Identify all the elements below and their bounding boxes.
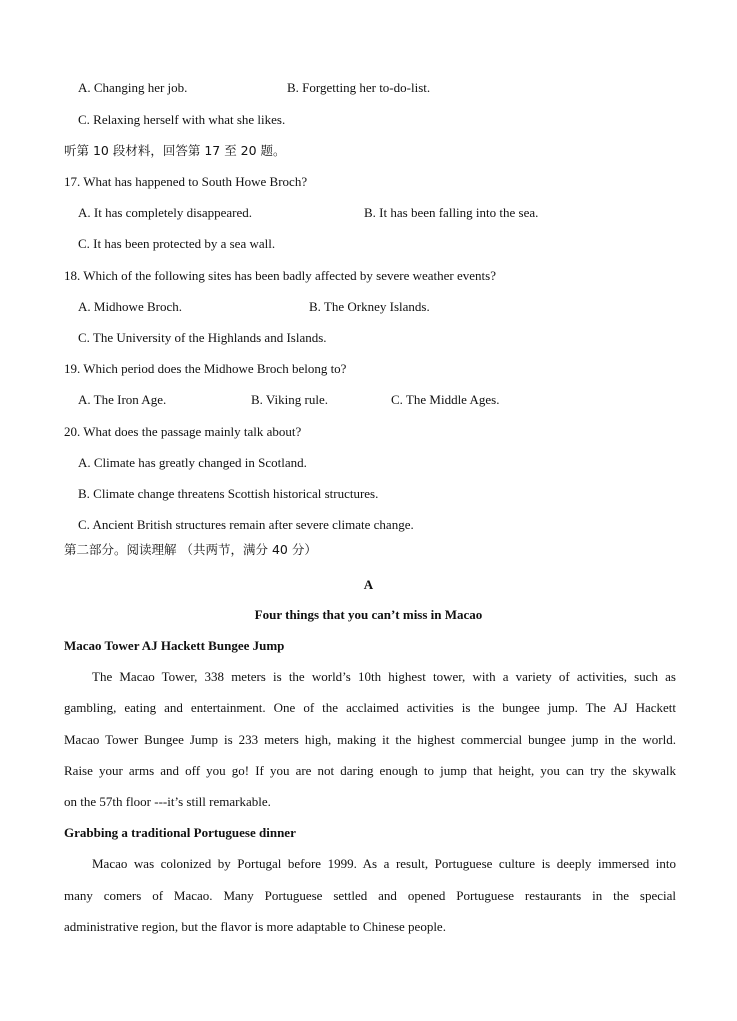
q18-option-a: A. Midhowe Broch.	[78, 299, 182, 314]
q19-stem: 19. Which period does the Midhowe Broch belong to?	[64, 361, 347, 376]
paragraph-line: Macao was colonized by Portugal before 1999. As a result, Portuguese culture is deeply immersed into	[92, 856, 676, 871]
section-heading-bungee: Macao Tower AJ Hackett Bungee Jump	[64, 638, 285, 653]
q20-stem: 20. What does the passage mainly talk about?	[64, 424, 302, 439]
q19-option-a: A. The Iron Age.	[78, 392, 167, 407]
q17-option-b: B. It has been falling into the sea.	[364, 205, 539, 220]
paragraph-line: many comers of Macao. Many Portuguese settled and opened Portuguese restaurants in the special	[64, 888, 676, 903]
q16-option-a: A. Changing her job.	[78, 80, 188, 95]
q19-option-c: C. The Middle Ages.	[391, 392, 500, 407]
q20-option-c: C. Ancient British structures remain after severe climate change.	[78, 517, 414, 532]
q19-option-b: B. Viking rule.	[251, 392, 328, 407]
paragraph-line: administrative region, but the flavor is more adaptable to Chinese people.	[64, 919, 446, 934]
q20-option-a: A. Climate has greatly changed in Scotland.	[78, 455, 307, 470]
q18-stem: 18. Which of the following sites has been badly affected by severe weather events?	[64, 268, 496, 283]
part-2-heading: 第二部分。阅读理解 （共两节，满分 40 分）	[64, 542, 317, 557]
q20-option-b: B. Climate change threatens Scottish historical structures.	[78, 486, 379, 501]
section-10-instruction: 听第 10 段材料，回答第 17 至 20 题。	[64, 143, 286, 158]
q16-option-b: B. Forgetting her to-do-list.	[287, 80, 431, 95]
paragraph-line: Raise your arms and off you go! If you are not daring enough to jump that height, you can try the skywalk	[64, 763, 676, 778]
q18-option-c: C. The University of the Highlands and Islands.	[78, 330, 327, 345]
passage-letter: A	[363, 577, 374, 592]
q17-option-c: C. It has been protected by a sea wall.	[78, 236, 276, 251]
paragraph-line: on the 57th floor ---it’s still remarkable.	[64, 794, 271, 809]
q16-option-c: C. Relaxing herself with what she likes.	[78, 112, 286, 127]
q18-option-b: B. The Orkney Islands.	[309, 299, 430, 314]
passage-title: Four things that you can’t miss in Macao	[254, 607, 483, 622]
section-heading-portuguese-dinner: Grabbing a traditional Portuguese dinner	[64, 825, 296, 840]
paragraph-line: The Macao Tower, 338 meters is the world’s 10th highest tower, with a variety of activities, such as	[92, 669, 676, 684]
q17-stem: 17. What has happened to South Howe Broch?	[64, 174, 308, 189]
paragraph-line: gambling, eating and entertainment. One of the acclaimed activities is the bungee jump. The AJ Hackett	[64, 700, 676, 715]
paragraph-line: Macao Tower Bungee Jump is 233 meters high, making it the highest commercial bungee jump in the world.	[64, 732, 676, 747]
q17-option-a: A. It has completely disappeared.	[78, 205, 252, 220]
